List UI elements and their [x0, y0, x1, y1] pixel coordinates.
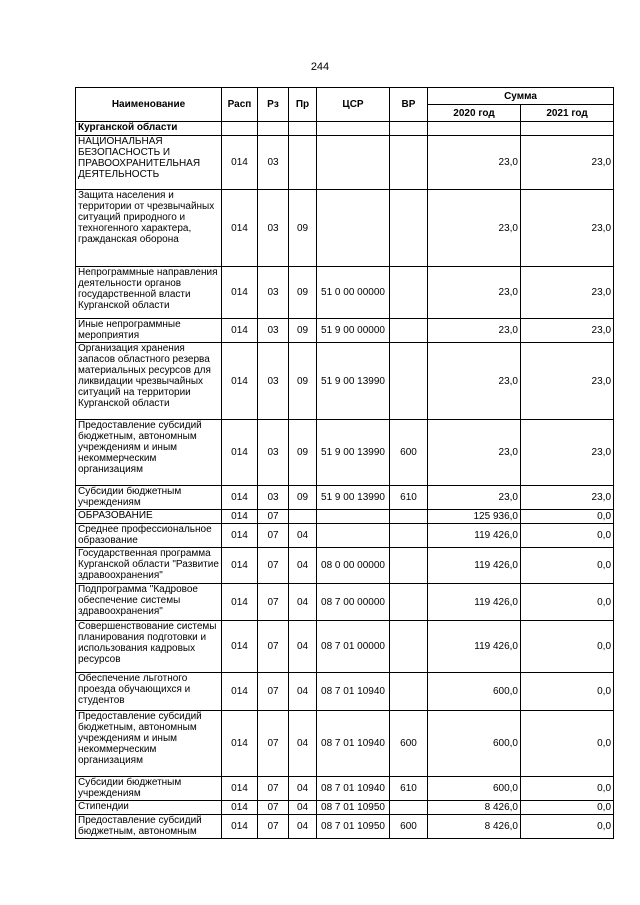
row-name: Предоставление субсидий бюджетным, автономным — [76, 815, 222, 839]
table-row — [76, 584, 614, 621]
row-rz: 07 — [258, 673, 289, 711]
table-cell — [222, 122, 258, 136]
row-csr: 51 9 00 00000 — [317, 319, 390, 343]
header-pr: Пр — [289, 88, 317, 122]
table-row — [76, 343, 614, 420]
row-sum-2020: 23,0 — [428, 267, 521, 319]
row-name: Субсидии бюджетным учреждениям — [76, 777, 222, 801]
row-sum-2021: 0,0 — [521, 510, 614, 524]
row-csr — [317, 510, 390, 524]
row-rasp: 014 — [222, 801, 258, 815]
table-row — [76, 815, 614, 839]
row-pr: 04 — [289, 801, 317, 815]
row-sum-2021: 23,0 — [521, 136, 614, 190]
header-vr: ВР — [390, 88, 428, 122]
table-row — [76, 510, 614, 524]
row-sum-2020: 23,0 — [428, 486, 521, 510]
header-year-2020: 2020 год — [428, 105, 521, 122]
row-sum-2020: 119 426,0 — [428, 524, 521, 548]
row-vr — [390, 343, 428, 420]
row-csr: 51 9 00 13990 — [317, 486, 390, 510]
row-rasp: 014 — [222, 136, 258, 190]
table-row — [76, 777, 614, 801]
row-sum-2021: 23,0 — [521, 319, 614, 343]
row-pr: 09 — [289, 190, 317, 267]
row-sum-2020: 119 426,0 — [428, 584, 521, 621]
row-vr — [390, 190, 428, 267]
row-vr — [390, 524, 428, 548]
row-sum-2020: 8 426,0 — [428, 801, 521, 815]
row-name: Стипендии — [76, 801, 222, 815]
row-rz: 03 — [258, 267, 289, 319]
row-name: Предоставление субсидий бюджетным, автономным учреждениям и иным некоммерческим организациям — [76, 420, 222, 486]
row-pr: 09 — [289, 343, 317, 420]
row-pr: 09 — [289, 486, 317, 510]
row-sum-2020: 23,0 — [428, 420, 521, 486]
page-number: 244 — [310, 61, 330, 73]
row-sum-2020: 600,0 — [428, 711, 521, 777]
row-name: Субсидии бюджетным учреждениям — [76, 486, 222, 510]
row-vr — [390, 801, 428, 815]
row-sum-2020: 125 936,0 — [428, 510, 521, 524]
row-sum-2021: 0,0 — [521, 584, 614, 621]
header-name: Наименование — [76, 88, 222, 122]
table-row — [76, 319, 614, 343]
row-sum-2021: 23,0 — [521, 486, 614, 510]
row-rz: 07 — [258, 548, 289, 584]
row-csr — [317, 136, 390, 190]
row-csr: 08 7 01 10950 — [317, 815, 390, 839]
row-rz: 07 — [258, 711, 289, 777]
row-pr: 04 — [289, 815, 317, 839]
row-pr: 04 — [289, 777, 317, 801]
row-sum-2020: 23,0 — [428, 319, 521, 343]
row-rasp: 014 — [222, 548, 258, 584]
row-rz: 07 — [258, 524, 289, 548]
row-rasp: 014 — [222, 621, 258, 673]
row-pr — [289, 510, 317, 524]
table-row — [76, 621, 614, 673]
row-rasp: 014 — [222, 343, 258, 420]
row-sum-2021: 0,0 — [521, 815, 614, 839]
row-pr: 04 — [289, 584, 317, 621]
header-rasp: Расп — [222, 88, 258, 122]
table-row — [76, 486, 614, 510]
row-vr — [390, 510, 428, 524]
row-rz: 07 — [258, 621, 289, 673]
row-csr: 51 0 00 00000 — [317, 267, 390, 319]
row-csr: 08 7 01 10950 — [317, 801, 390, 815]
row-vr: 600 — [390, 815, 428, 839]
row-rz: 07 — [258, 801, 289, 815]
row-sum-2021: 23,0 — [521, 190, 614, 267]
budget-table — [75, 87, 614, 839]
row-sum-2020: 23,0 — [428, 190, 521, 267]
table-cell — [390, 122, 428, 136]
row-sum-2021: 0,0 — [521, 801, 614, 815]
row-rasp: 014 — [222, 584, 258, 621]
row-rz: 03 — [258, 343, 289, 420]
row-rz: 07 — [258, 777, 289, 801]
table-row — [76, 673, 614, 711]
row-rasp: 014 — [222, 486, 258, 510]
row-name: Совершенствование системы планирования подготовки и использования кадровых ресурсов — [76, 621, 222, 673]
row-name: Среднее профессиональное образование — [76, 524, 222, 548]
header-sum: Сумма — [428, 88, 614, 105]
row-csr: 08 7 00 00000 — [317, 584, 390, 621]
table-body — [76, 122, 614, 839]
row-name: Государственная программа Курганской области "Развитие здравоохранения" — [76, 548, 222, 584]
row-sum-2021: 0,0 — [521, 711, 614, 777]
row-vr: 610 — [390, 486, 428, 510]
header-csr: ЦСР — [317, 88, 390, 122]
table-row — [76, 548, 614, 584]
table-row — [76, 711, 614, 777]
row-csr — [317, 524, 390, 548]
row-csr: 08 7 01 10940 — [317, 673, 390, 711]
row-rasp: 014 — [222, 711, 258, 777]
row-sum-2020: 600,0 — [428, 777, 521, 801]
table-row — [76, 136, 614, 190]
row-rasp: 014 — [222, 524, 258, 548]
row-rasp: 014 — [222, 815, 258, 839]
row-rasp: 014 — [222, 673, 258, 711]
row-sum-2021: 0,0 — [521, 548, 614, 584]
table-row — [76, 801, 614, 815]
row-pr: 09 — [289, 319, 317, 343]
table-row — [76, 267, 614, 319]
row-sum-2021: 23,0 — [521, 420, 614, 486]
row-sum-2020: 119 426,0 — [428, 621, 521, 673]
row-pr: 04 — [289, 524, 317, 548]
row-sum-2021: 0,0 — [521, 777, 614, 801]
row-sum-2020: 23,0 — [428, 343, 521, 420]
row-rz: 03 — [258, 190, 289, 267]
table-cell — [521, 122, 614, 136]
row-csr: 08 7 01 00000 — [317, 621, 390, 673]
row-sum-2021: 23,0 — [521, 343, 614, 420]
region-row — [76, 122, 614, 136]
row-rasp: 014 — [222, 420, 258, 486]
table-row — [76, 420, 614, 486]
table-cell — [317, 122, 390, 136]
row-rasp: 014 — [222, 777, 258, 801]
row-rz: 03 — [258, 136, 289, 190]
header-rz: Рз — [258, 88, 289, 122]
table-cell — [428, 122, 521, 136]
row-vr — [390, 673, 428, 711]
row-sum-2021: 0,0 — [521, 524, 614, 548]
row-name: ОБРАЗОВАНИЕ — [76, 510, 222, 524]
table-cell — [258, 122, 289, 136]
region-name: Курганской области — [76, 122, 222, 136]
row-vr: 610 — [390, 777, 428, 801]
row-pr: 04 — [289, 548, 317, 584]
row-rz: 07 — [258, 584, 289, 621]
row-vr: 600 — [390, 711, 428, 777]
row-sum-2021: 0,0 — [521, 621, 614, 673]
row-pr: 09 — [289, 420, 317, 486]
row-pr: 09 — [289, 267, 317, 319]
row-name: Иные непрограммные мероприятия — [76, 319, 222, 343]
row-name: Обеспечение льготного проезда обучающихся и студентов — [76, 673, 222, 711]
row-rz: 07 — [258, 815, 289, 839]
row-pr — [289, 136, 317, 190]
row-csr: 08 0 00 00000 — [317, 548, 390, 584]
row-csr: 51 9 00 13990 — [317, 343, 390, 420]
row-rasp: 014 — [222, 190, 258, 267]
header-year-2021: 2021 год — [521, 105, 614, 122]
row-rz: 03 — [258, 319, 289, 343]
row-rasp: 014 — [222, 319, 258, 343]
row-vr — [390, 584, 428, 621]
row-sum-2020: 23,0 — [428, 136, 521, 190]
row-name: Организация хранения запасов областного резерва материальных ресурсов для ликвидации чрезвычайных ситуаций на территории Курганской области — [76, 343, 222, 420]
row-csr: 08 7 01 10940 — [317, 777, 390, 801]
row-sum-2020: 600,0 — [428, 673, 521, 711]
row-name: Непрограммные направления деятельности органов государственной власти Курганской области — [76, 267, 222, 319]
row-csr: 08 7 01 10940 — [317, 711, 390, 777]
row-vr — [390, 548, 428, 584]
row-sum-2020: 119 426,0 — [428, 548, 521, 584]
row-name: Подпрограмма "Кадровое обеспечение системы здравоохранения" — [76, 584, 222, 621]
row-vr: 600 — [390, 420, 428, 486]
row-vr — [390, 136, 428, 190]
row-csr: 51 9 00 13990 — [317, 420, 390, 486]
row-vr — [390, 267, 428, 319]
table-row — [76, 524, 614, 548]
row-name: Защита населения и территории от чрезвычайных ситуаций природного и техногенного характера, гражданская оборона — [76, 190, 222, 267]
row-sum-2021: 0,0 — [521, 673, 614, 711]
table-row — [76, 190, 614, 267]
row-csr — [317, 190, 390, 267]
row-pr: 04 — [289, 673, 317, 711]
row-pr: 04 — [289, 621, 317, 673]
row-rasp: 014 — [222, 510, 258, 524]
row-rz: 03 — [258, 420, 289, 486]
row-vr — [390, 621, 428, 673]
row-pr: 04 — [289, 711, 317, 777]
row-sum-2020: 8 426,0 — [428, 815, 521, 839]
row-sum-2021: 23,0 — [521, 267, 614, 319]
row-rz: 07 — [258, 510, 289, 524]
row-name: НАЦИОНАЛЬНАЯ БЕЗОПАСНОСТЬ И ПРАВООХРАНИТЕЛЬНАЯ ДЕЯТЕЛЬНОСТЬ — [76, 136, 222, 190]
row-name: Предоставление субсидий бюджетным, автономным учреждениям и иным некоммерческим организациям — [76, 711, 222, 777]
row-vr — [390, 319, 428, 343]
row-rasp: 014 — [222, 267, 258, 319]
row-rz: 03 — [258, 486, 289, 510]
table-cell — [289, 122, 317, 136]
